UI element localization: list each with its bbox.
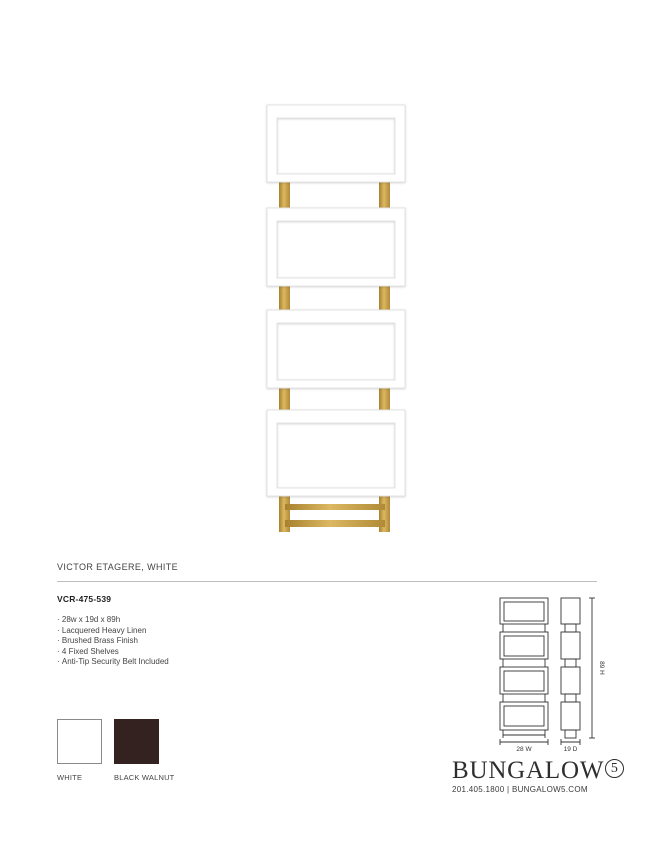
- product-image: [255, 100, 415, 535]
- spec-item-anti-tip: · Anti-Tip Security Belt Included: [57, 657, 169, 668]
- brand-logo: [452, 757, 624, 785]
- depth-label: 19 D: [563, 746, 578, 753]
- swatch-white: [57, 719, 102, 764]
- front-view: [500, 598, 548, 738]
- product-sku: VCR-475-539: [57, 594, 112, 604]
- swatch-label-white: WHITE: [57, 773, 83, 782]
- spec-list: [57, 615, 169, 668]
- dimension-drawing: [495, 592, 605, 754]
- spec-item-finish: · Brushed Brass Finish: [57, 636, 169, 647]
- spec-item-shelves: · 4 Fixed Shelves: [57, 647, 169, 658]
- height-label: 89 H: [598, 661, 605, 675]
- spec-item-material: · Lacquered Heavy Linen: [57, 626, 169, 637]
- brand-name: BUNGALOW: [452, 757, 605, 784]
- spec-item-dimensions: · 28w x 19d x 89h: [57, 615, 169, 626]
- brand-digit: 5: [605, 759, 624, 778]
- product-title: VICTOR ETAGERE, WHITE: [57, 562, 179, 572]
- side-view: [561, 598, 580, 738]
- divider: [57, 581, 597, 582]
- brand-contact: 201.405.1800 | BUNGALOW5.COM: [452, 785, 588, 794]
- swatch-black-walnut: [114, 719, 159, 764]
- swatch-label-black-walnut: BLACK WALNUT: [114, 773, 175, 782]
- width-label: 28 W: [516, 746, 532, 753]
